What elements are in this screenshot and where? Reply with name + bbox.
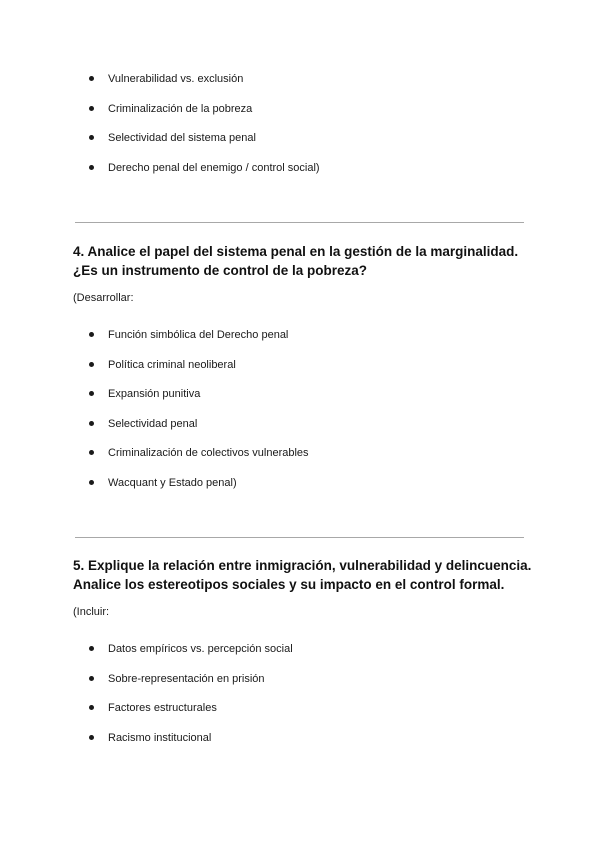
section5-bullet-list	[0, 642, 600, 760]
list-item	[0, 387, 600, 417]
list-item-text: Factores estructurales	[108, 702, 217, 714]
list-item-text: Sobre-representación en prisión	[108, 672, 265, 685]
list-item-text: Vulnerabilidad vs. exclusión	[108, 73, 244, 85]
bullet-icon	[89, 421, 94, 426]
section-divider	[75, 222, 524, 223]
list-item-text: Criminalización de la pobreza	[108, 102, 253, 115]
list-item-text: Función simbólica del Derecho penal	[108, 329, 289, 341]
bullet-icon	[89, 76, 94, 81]
bullet-icon	[89, 362, 94, 367]
bullet-icon	[89, 391, 94, 396]
bullet-icon	[89, 480, 94, 485]
question-5-note: (Incluir:	[73, 606, 110, 618]
list-item-text: Racismo institucional	[108, 731, 212, 744]
list-item-text: Derecho penal del enemigo / control social)	[108, 161, 320, 174]
list-item	[0, 701, 600, 731]
list-item-text: Selectividad penal	[108, 417, 198, 430]
list-item	[0, 131, 600, 161]
list-item	[0, 642, 600, 672]
bullet-icon	[89, 165, 94, 170]
list-item	[0, 731, 600, 761]
section-divider	[75, 537, 524, 538]
list-item-text: Selectividad del sistema penal	[108, 132, 256, 144]
bullet-icon	[89, 646, 94, 651]
bullet-icon	[89, 735, 94, 740]
list-item	[0, 476, 600, 506]
list-item	[0, 672, 600, 702]
section4-bullet-list	[0, 328, 600, 505]
question-4-heading	[73, 242, 543, 280]
bullet-icon	[89, 135, 94, 140]
bullet-icon	[89, 106, 94, 111]
bullet-icon	[89, 332, 94, 337]
question-5-heading	[73, 556, 543, 594]
list-item	[0, 446, 600, 476]
list-item	[0, 72, 600, 102]
section3-bullet-list	[0, 72, 600, 190]
list-item-text: Política criminal neoliberal	[108, 358, 236, 371]
list-item	[0, 102, 600, 132]
question-4-note: (Desarrollar:	[73, 292, 134, 304]
list-item	[0, 161, 600, 191]
list-item-text: Wacquant y Estado penal)	[108, 476, 237, 489]
heading-line: ¿Es un instrumento de control de la pobreza?	[73, 263, 368, 278]
heading-line: 5. Explique la relación entre inmigración, vulnerabilidad y delincuencia.	[73, 558, 532, 573]
bullet-icon	[89, 705, 94, 710]
bullet-icon	[89, 450, 94, 455]
list-item	[0, 358, 600, 388]
list-item-text: Expansión punitiva	[108, 388, 201, 400]
bullet-icon	[89, 676, 94, 681]
list-item	[0, 417, 600, 447]
heading-line: Analice los estereotipos sociales y su impacto en el control formal.	[73, 577, 505, 592]
heading-line: 4. Analice el papel del sistema penal en la gestión de la marginalidad.	[73, 244, 519, 259]
list-item	[0, 328, 600, 358]
list-item-text: Criminalización de colectivos vulnerables	[108, 447, 309, 459]
list-item-text: Datos empíricos vs. percepción social	[108, 643, 293, 655]
